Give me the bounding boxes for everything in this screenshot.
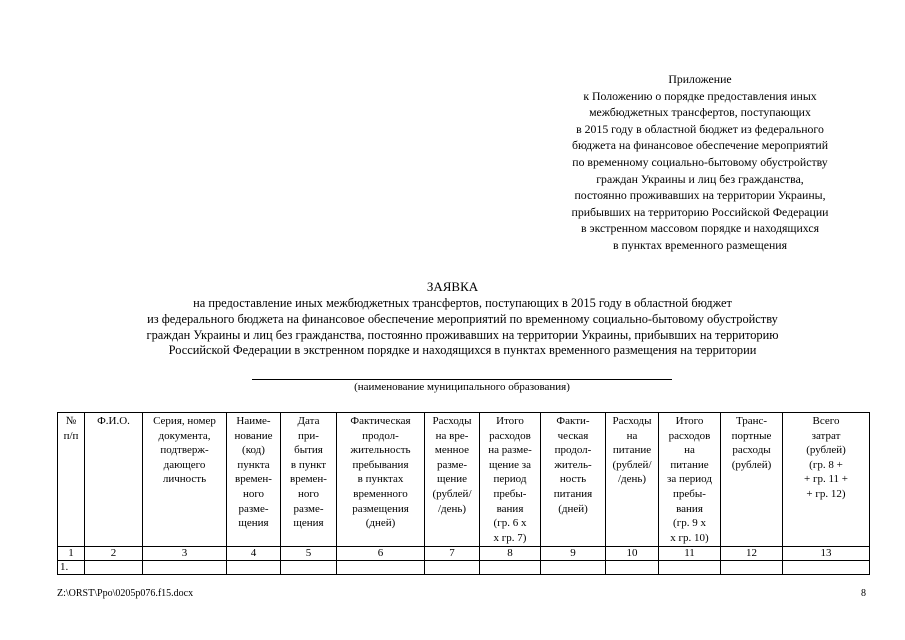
column-header	[606, 413, 659, 547]
column-header-line: Транс-	[735, 415, 768, 427]
column-header-line: Фактическая	[350, 415, 411, 427]
appendix-line: постоянно проживавших на территории Украины,	[574, 188, 826, 203]
column-header-line: х гр. 7)	[493, 531, 527, 544]
column-header-line: щения	[238, 517, 269, 530]
column-header-line: за период	[667, 473, 712, 486]
column-header	[281, 413, 337, 547]
column-header-line: личность	[162, 473, 207, 486]
column-header-line: + гр. 12)	[806, 487, 846, 500]
column-header-line: расходы	[732, 444, 771, 457]
column-header-line: на разме-	[488, 444, 532, 457]
column-header-line: х гр. 10)	[670, 531, 709, 544]
table-cell	[783, 561, 870, 575]
appendix-line: граждан Украины и лиц без гражданства,	[596, 171, 804, 186]
column-header-line: портные	[731, 429, 772, 442]
column-number: 4	[227, 547, 281, 561]
header-row	[58, 413, 870, 547]
column-header	[425, 413, 480, 547]
subtitle-line: на предоставление иных межбюджетных трансфертов, поступающих в 2015 году в областной бюджет	[193, 296, 732, 310]
column-header-line: пребывания	[352, 458, 409, 471]
column-header-line: (гр. 6 х	[493, 517, 527, 530]
column-header-line: Расходы	[432, 415, 472, 427]
column-header-line: ного	[242, 487, 265, 500]
column-header-line: + гр. 11 +	[803, 473, 848, 486]
subtitle-line: граждан Украины и лиц без гражданства, постоянно проживавших на территории Украины, прибывших на территорию	[146, 327, 779, 342]
column-number: 7	[425, 547, 480, 561]
column-header-line: период	[493, 473, 527, 486]
appendix-line: прибывших на территорию Российской Федерации	[571, 204, 829, 219]
column-header-line: разме-	[238, 502, 269, 515]
column-header-line: Итого	[496, 415, 524, 427]
document-subtitle	[40, 296, 885, 359]
column-header-line: подтверж-	[160, 444, 209, 457]
subtitle-line: Российской Федерации в экстренном порядке и находящихся в пунктах временного размещения на территории	[168, 343, 757, 358]
column-header-line: Всего	[812, 415, 840, 427]
column-header-line: ность	[559, 473, 587, 486]
table-cell	[85, 561, 143, 575]
appendix-line: к Положению о порядке предоставления иных	[583, 88, 817, 103]
column-header-line: расходов	[489, 429, 531, 442]
column-header-line: (рублей/	[612, 458, 652, 471]
appendix-line: по временному социально-бытовому обустройству	[572, 154, 828, 169]
column-header-line: бытия	[294, 444, 323, 457]
column-header-line: №	[65, 415, 77, 427]
appendix-line: бюджета на финансовое обеспечение мероприятий	[571, 138, 829, 153]
table-cell	[227, 561, 281, 575]
column-header-line: (код)	[242, 444, 265, 457]
request-table	[57, 412, 870, 575]
column-header-line: щения	[293, 517, 324, 530]
column-header-line: (рублей)	[731, 458, 772, 471]
column-header-line: Ф.И.О.	[97, 415, 130, 427]
column-number: 3	[143, 547, 227, 561]
column-header-line: временного	[353, 487, 408, 500]
column-number: 2	[85, 547, 143, 561]
column-header	[783, 413, 870, 547]
column-number: 5	[281, 547, 337, 561]
subtitle-line: из федерального бюджета на финансовое обеспечение мероприятий по временному социально-бытовому обустройству	[147, 311, 778, 326]
column-header-line: нование	[234, 429, 273, 442]
column-header	[480, 413, 541, 547]
column-header-line: размещения	[352, 502, 409, 515]
column-header-line: времен-	[290, 473, 327, 486]
table-cell	[281, 561, 337, 575]
column-header-line: ческая	[557, 429, 589, 442]
column-header	[541, 413, 606, 547]
appendix-line: Приложение	[668, 72, 732, 86]
column-header	[58, 413, 85, 547]
column-header-line: менное	[434, 444, 470, 457]
column-header-line: (дней)	[365, 517, 396, 530]
column-header-line: (гр. 8 +	[809, 458, 843, 471]
column-header-line: в пункт	[290, 458, 327, 471]
column-header-line: пребы-	[493, 487, 527, 500]
column-number: 6	[337, 547, 425, 561]
appendix-line: в экстренном массовом порядке и находящихся	[581, 221, 819, 236]
document-title: ЗАЯВКА	[426, 279, 479, 294]
table-cell: 1.	[58, 561, 85, 575]
column-header-line: житель-	[554, 458, 592, 471]
municipality-underline	[252, 379, 672, 380]
column-header-line: времен-	[235, 473, 272, 486]
table-cell	[337, 561, 425, 575]
table-row	[58, 561, 870, 575]
appendix-block	[520, 71, 880, 254]
column-header-line: в пунктах	[357, 473, 404, 486]
column-header	[337, 413, 425, 547]
column-header	[659, 413, 721, 547]
column-header-line: дающего	[163, 458, 206, 471]
column-header-line: расходов	[668, 429, 711, 442]
column-number: 10	[606, 547, 659, 561]
table-cell	[541, 561, 606, 575]
column-header-line: Наиме-	[236, 415, 271, 427]
footer-file-path: Z:\ORST\Ppo\0205p076.f15.docx	[57, 588, 194, 599]
footer-page-number: 8	[861, 588, 866, 599]
column-number: 9	[541, 547, 606, 561]
column-header	[721, 413, 783, 547]
column-header-line: разме-	[436, 458, 468, 471]
column-header-line: затрат	[811, 429, 841, 442]
column-header-line: на	[684, 444, 695, 457]
column-header-line: разме-	[293, 502, 324, 515]
column-number: 13	[783, 547, 870, 561]
table-cell	[480, 561, 541, 575]
column-header	[143, 413, 227, 547]
column-header-line: Дата	[297, 415, 320, 427]
column-number: 8	[480, 547, 541, 561]
column-header-line: пункта	[237, 458, 270, 471]
column-header-line: (рублей/	[432, 487, 472, 500]
column-header-line: при-	[298, 429, 319, 442]
appendix-line: в пунктах временного размещения	[612, 237, 788, 252]
column-header	[85, 413, 143, 547]
table-cell	[721, 561, 783, 575]
column-number: 12	[721, 547, 783, 561]
column-header-line: пребы-	[673, 487, 706, 500]
column-header-line: /день)	[437, 502, 467, 515]
column-header-line: вания	[496, 502, 524, 515]
column-header	[227, 413, 281, 547]
column-header-line: жительность	[350, 444, 411, 457]
table-cell	[659, 561, 721, 575]
column-header-line: щение	[436, 473, 467, 486]
column-header-line: ного	[297, 487, 320, 500]
table-cell	[606, 561, 659, 575]
column-header-line: (дней)	[558, 502, 588, 515]
municipality-caption: (наименование муниципального образования)	[354, 381, 570, 393]
column-header-line: продол-	[362, 429, 399, 442]
table-cell	[425, 561, 480, 575]
column-header-line: Итого	[675, 415, 704, 427]
column-header-line: документа,	[158, 429, 211, 442]
column-header-line: щение за	[489, 458, 531, 471]
column-header-line: на вре-	[435, 429, 469, 442]
column-number: 11	[659, 547, 721, 561]
column-header-line: питания	[553, 487, 593, 500]
column-number: 1	[58, 547, 85, 561]
column-header-line: Серия, номер	[153, 415, 216, 427]
table-cell	[143, 561, 227, 575]
appendix-line: в 2015 году в областной бюджет из федерального	[576, 121, 824, 136]
column-header-line: продол-	[554, 444, 592, 457]
column-header-line: на	[626, 429, 638, 442]
column-header-line: /день)	[617, 473, 647, 486]
column-header-line: Расходы	[612, 415, 652, 427]
column-header-line: п/п	[63, 429, 79, 442]
column-header-line: питание	[612, 444, 652, 457]
column-header-line: (гр. 9 х	[673, 517, 706, 530]
column-header-line: питание	[670, 458, 709, 471]
column-number-row	[58, 547, 870, 561]
appendix-line: межбюджетных трансфертов, поступающих	[589, 105, 811, 120]
column-header-line: (рублей)	[806, 444, 846, 457]
column-header-line: Факти-	[556, 415, 590, 427]
column-header-line: вания	[676, 502, 703, 515]
